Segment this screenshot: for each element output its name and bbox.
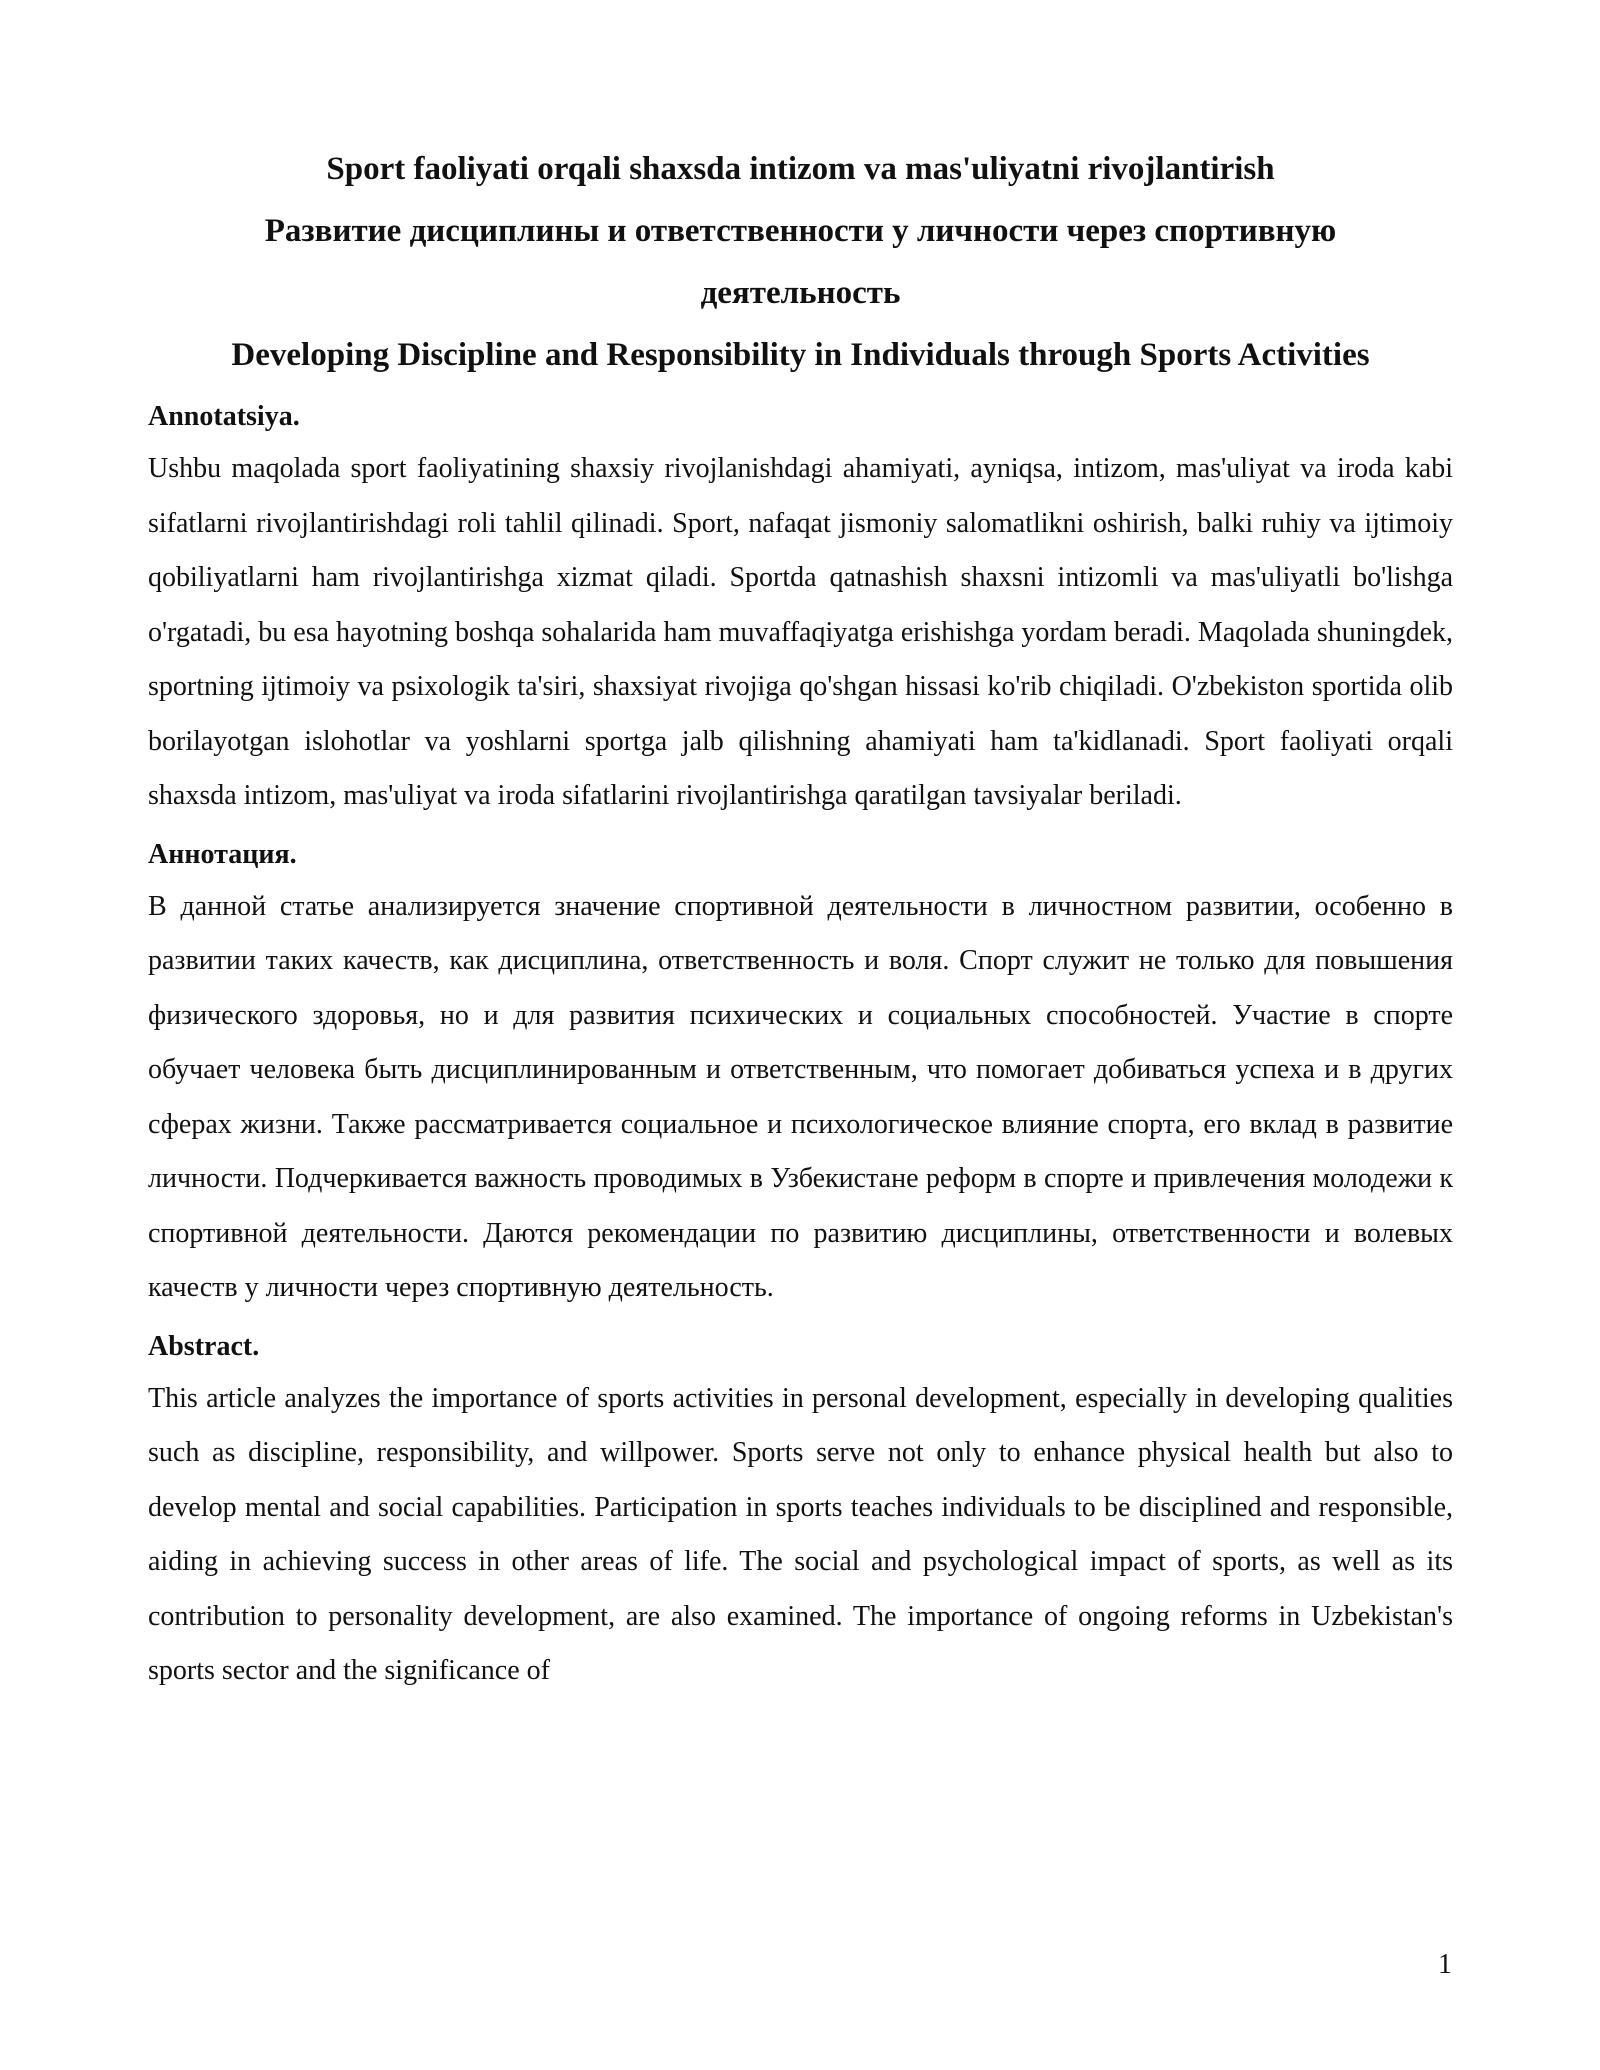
annotation-ru-heading: Аннотация. bbox=[148, 838, 297, 870]
title-uz: Sport faoliyati orqali shaxsda intizom va mas'uliyatni rivojlantirish bbox=[326, 151, 1275, 187]
abstract-en-heading: Abstract. bbox=[148, 1330, 260, 1362]
title-en: Developing Discipline and Responsibility in Individuals through Sports Activities bbox=[231, 337, 1370, 373]
annotation-uz-heading: Annotatsiya. bbox=[148, 401, 300, 432]
abstract-en-text: This article analyzes the importance of sports activities in personal development, especially in developing qualities such as discipline, responsibility, and willpower. Sports serve not only to enhance physical health but also to develop mental and social capabilities. Participation in sports teaches individuals to be disciplined and responsible, aiding in achieving success in other areas of life. The social and psychological impact of sports, as well as its contribution to personality development, are also examined. The importance of ongoing reforms in Uzbekistan's sports sector and the significance of bbox=[148, 1382, 1453, 1686]
title-ru: Развитие дисциплины и ответственности у личности через спортивную деятельность bbox=[264, 213, 1337, 311]
annotation-uz-text: Ushbu maqolada sport faoliyatining shaxsiy rivojlanishdagi ahamiyati, ayniqsa, intizom, mas'uliyat va iroda kabi sifatlarni rivojlantirishdagi roli tahlil qilinadi. Sport, nafaqat jismoniy salomatlikni oshirish, balki ruhiy va ijtimoiy qobiliyatlarni ham rivojlantirishga xizmat qiladi. Sportda qatnashish shaxsni intizomli va mas'uliyatli bo'lishga o'rgatadi, bu esa hayotning boshqa sohalarida ham muvaffaqiyatga erishishga yordam beradi. Maqolada shuningdek, sportning ijtimoiy va psixologik ta'siri, shaxsiyat rivojiga qo'shgan hissasi ko'rib chiqiladi. O'zbekiston sportida olib borilayotgan islohotlar va yoshlarni sportga jalb qilishning ahamiyati ham ta'kidlanadi. Sport faoliyati orqali shaxsda intizom, mas'uliyat va iroda sifatlarini rivojlantirishga qaratilgan tavsiyalar beriladi. bbox=[148, 453, 1453, 811]
page-content bbox=[148, 138, 1453, 1705]
annotation-ru-text: В данной статье анализируется значение спортивной деятельности в личностном развитии, особенно в развитии таких качеств, как дисциплина, ответственность и воля. Спорт служит не только для повышения физического здоровья, но и для развития психических и социальных способностей. Участие в спорте обучает человека быть дисциплинированным и ответственным, что помогает добиваться успеха и в других сферах жизни. Также рассматривается социальное и психологическое влияние спорта, его вклад в развитие личности. Подчеркивается важность проводимых в Узбекистане реформ в спорте и привлечения молодежи к спортивной деятельности. Даются рекомендации по развитию дисциплины, ответственности и волевых качеств у личности через спортивную деятельность. bbox=[148, 890, 1453, 1303]
page-number: 1 bbox=[1438, 1949, 1452, 1980]
